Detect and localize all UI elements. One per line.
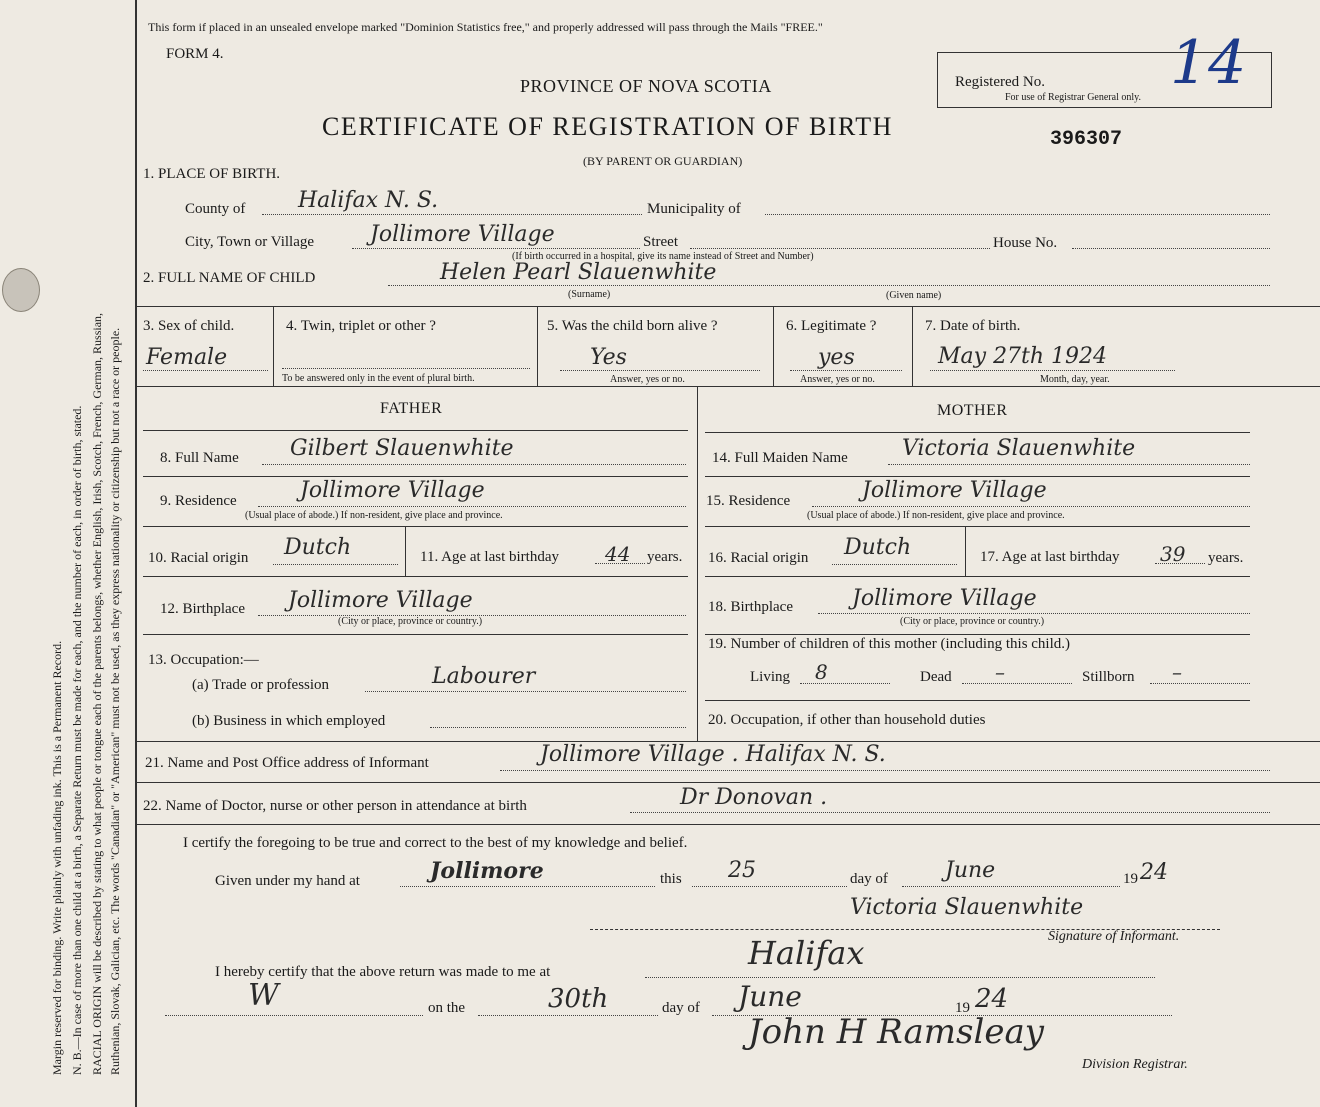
house-label: House No. xyxy=(993,235,1058,251)
child-name-value: Helen Pearl Slauenwhite xyxy=(440,260,717,285)
legitimate-note: Answer, yes or no. xyxy=(800,374,875,385)
registered-note: For use of Registrar General only. xyxy=(1005,92,1141,103)
mother-occupation-label: 20. Occupation, if other than household duties xyxy=(708,712,986,728)
father-age-label: 11. Age at last birthday xyxy=(420,549,559,565)
registrar-dayof-label: day of xyxy=(662,1000,700,1016)
province-heading: PROVINCE OF NOVA SCOTIA xyxy=(520,76,772,96)
city-value: Jollimore Village xyxy=(370,222,555,247)
certify-day-value: 25 xyxy=(728,858,756,883)
certificate-title: CERTIFICATE OF REGISTRATION OF BIRTH xyxy=(322,112,893,141)
father-birthplace-note: (City or place, province or country.) xyxy=(338,616,483,627)
father-heading: FATHER xyxy=(380,400,443,417)
mother-heading: MOTHER xyxy=(937,402,1008,419)
sex-value: Female xyxy=(146,345,228,370)
alive-value: Yes xyxy=(590,345,627,370)
mother-birthplace-note: (City or place, province or country.) xyxy=(900,616,1045,627)
binding-margin xyxy=(0,0,135,1107)
margin-rule xyxy=(135,0,137,1107)
mother-age-value: 39 xyxy=(1160,542,1186,566)
margin-note-2: N. B.—In case of more than one child at a birth, a Separate Return must be made for each, and the number of each, in order of birth, stated. xyxy=(70,405,84,1075)
father-age-years: years. xyxy=(647,549,683,565)
father-name-value: Gilbert Slauenwhite xyxy=(290,436,514,461)
margin-note-1: Margin reserved for binding. Write plainly with unfading ink. This is a Permanent Record. xyxy=(50,640,64,1075)
certify-year-prefix: 19 xyxy=(1123,871,1138,887)
occupation-label: 13. Occupation:— xyxy=(148,652,259,668)
father-race-label: 10. Racial origin xyxy=(148,550,249,566)
sex-label: 3. Sex of child. xyxy=(143,318,235,334)
mother-age-label: 17. Age at last birthday xyxy=(980,549,1120,565)
informant-value: Jollimore Village . Halifax N. S. xyxy=(540,742,886,767)
place-heading: 1. PLACE OF BIRTH. xyxy=(143,166,281,182)
registrar-year-value: 24 xyxy=(975,984,1009,1014)
father-birthplace-label: 12. Birthplace xyxy=(160,601,245,617)
registrar-place-value: Halifax xyxy=(748,934,865,972)
mother-age-years: years. xyxy=(1208,550,1244,566)
alive-label: 5. Was the child born alive ? xyxy=(547,318,718,334)
father-residence-note: (Usual place of abode.) If non-resident, give place and province. xyxy=(245,510,503,521)
father-age-value: 44 xyxy=(605,542,631,566)
municipality-label: Municipality of xyxy=(647,201,741,217)
children-count-label: 19. Number of children of this mother (including this child.) xyxy=(708,636,1071,652)
business-label: (b) Business in which employed xyxy=(192,713,386,729)
certify-month-value: June xyxy=(945,858,996,883)
mother-residence-label: 15. Residence xyxy=(706,493,791,509)
registrar-text: I hereby certify that the above return was made to me at xyxy=(215,964,551,980)
father-birthplace-value: Jollimore Village xyxy=(288,588,473,613)
dead-label: Dead xyxy=(920,669,952,685)
dob-value: May 27th 1924 xyxy=(938,344,1108,369)
mother-name-label: 14. Full Maiden Name xyxy=(712,450,848,466)
mother-birthplace-label: 18. Birthplace xyxy=(708,599,793,615)
surname-note: (Surname) xyxy=(568,289,611,300)
dob-note: Month, day, year. xyxy=(1040,374,1110,385)
certify-text: I certify the foregoing to be true and correct to the best of my knowledge and belief. xyxy=(183,835,688,851)
registered-value: 14 xyxy=(1170,28,1247,98)
hospital-note: (If birth occurred in a hospital, give its name instead of Street and Number) xyxy=(512,251,814,262)
street-label: Street xyxy=(643,234,678,250)
living-label: Living xyxy=(750,669,790,685)
stillborn-value: – xyxy=(1172,660,1182,684)
trade-label: (a) Trade or profession xyxy=(192,677,330,693)
informant-signature: Victoria Slauenwhite xyxy=(850,895,1084,920)
registrar-day-value: 30th xyxy=(548,984,609,1014)
registrar-year-prefix: 19 xyxy=(955,1000,970,1016)
mother-residence-value: Jollimore Village xyxy=(862,478,1047,503)
this-label: this xyxy=(660,871,682,887)
county-label: County of xyxy=(185,201,246,217)
mother-race-label: 16. Racial origin xyxy=(708,550,809,566)
given-label: Given under my hand at xyxy=(215,873,360,889)
living-value: 8 xyxy=(815,660,828,684)
doctor-label: 22. Name of Doctor, nurse or other person in attendance at birth xyxy=(143,798,527,814)
trade-value: Labourer xyxy=(432,664,536,689)
father-race-value: Dutch xyxy=(284,535,352,560)
alive-note: Answer, yes or no. xyxy=(610,374,685,385)
child-name-label: 2. FULL NAME OF CHILD xyxy=(143,270,316,286)
twin-label: 4. Twin, triplet or other ? xyxy=(286,318,436,334)
stamp-number: 396307 xyxy=(1050,128,1123,151)
registered-label: Registered No. xyxy=(955,74,1045,90)
doctor-value: Dr Donovan . xyxy=(680,785,828,810)
certificate-subtitle: (BY PARENT OR GUARDIAN) xyxy=(583,154,743,168)
father-residence-label: 9. Residence xyxy=(160,493,237,509)
mother-race-value: Dutch xyxy=(844,535,912,560)
county-value: Halifax N. S. xyxy=(298,188,439,213)
registrar-month-value: June xyxy=(738,980,802,1013)
mail-notice: This form if placed in an unsealed envelope marked "Dominion Statistics free," and properly addressed will pass through the Mails "FREE." xyxy=(148,20,823,34)
given-place-value: Jollimore xyxy=(430,858,544,884)
mother-name-value: Victoria Slauenwhite xyxy=(902,436,1136,461)
registrar-signature: John H Ramsleay xyxy=(748,1012,1044,1052)
mother-birthplace-value: Jollimore Village xyxy=(852,586,1037,611)
father-name-label: 8. Full Name xyxy=(160,450,239,466)
margin-note-4: Ruthenian, Slovak, Galician, etc. The words "Canadian" or "American" must not be used, as they express nationality or citizenship but not a race or people. xyxy=(108,327,122,1075)
registrar-left-value: W xyxy=(248,978,279,1013)
margin-note-3: RACIAL ORIGIN will be described by stating to what people or tongue each of the parents belongs, whether English, Irish, Scotch, French, German, Russian, xyxy=(90,312,104,1075)
stillborn-label: Stillborn xyxy=(1082,669,1135,685)
legitimate-label: 6. Legitimate ? xyxy=(786,318,877,334)
legitimate-value: yes xyxy=(818,345,855,370)
father-residence-value: Jollimore Village xyxy=(300,478,485,503)
twin-note: To be answered only in the event of plural birth. xyxy=(282,373,475,384)
registrar-caption: Division Registrar. xyxy=(1082,1057,1188,1072)
dead-value: – xyxy=(995,660,1005,684)
given-name-note: (Given name) xyxy=(886,290,942,301)
registrar-onthe-label: on the xyxy=(428,1000,466,1016)
dob-label: 7. Date of birth. xyxy=(925,318,1021,334)
certify-dayof-label: day of xyxy=(850,871,888,887)
informant-signature-caption: Signature of Informant. xyxy=(1048,929,1180,944)
city-label: City, Town or Village xyxy=(185,234,315,250)
certify-year-value: 24 xyxy=(1140,860,1168,885)
form-number: FORM 4. xyxy=(166,46,224,62)
punch-hole xyxy=(2,268,40,312)
mother-residence-note: (Usual place of abode.) If non-resident, give place and province. xyxy=(807,510,1065,521)
informant-label: 21. Name and Post Office address of Informant xyxy=(145,755,429,771)
